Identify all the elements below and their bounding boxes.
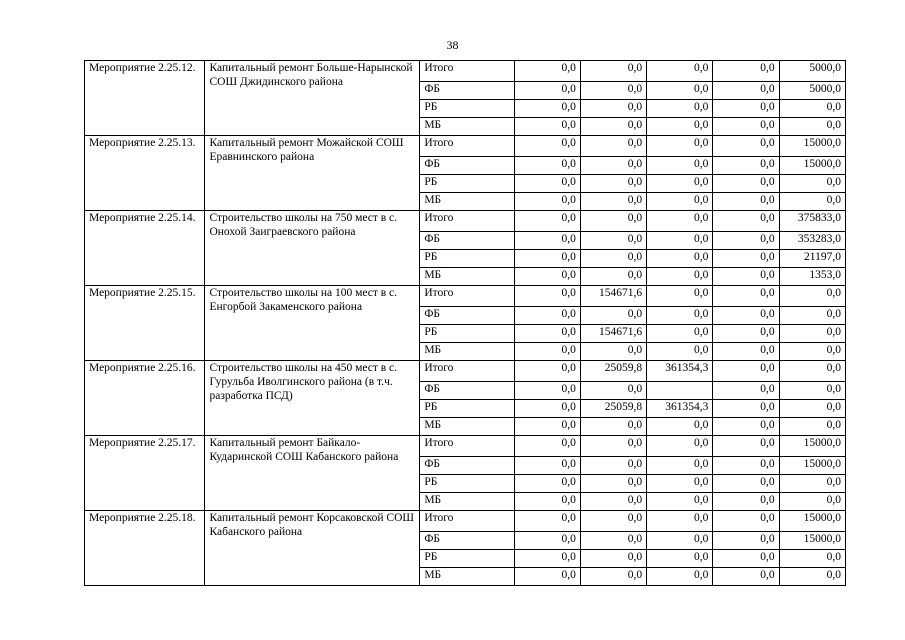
event-description-cell: Капитальный ремонт Байкало-Кударинской СОШ Кабанского района	[205, 436, 420, 511]
amount-cell: 0,0	[713, 175, 779, 193]
amount-cell: 0,0	[713, 232, 779, 250]
amount-cell: 0,0	[647, 157, 713, 175]
amount-cell: 0,0	[514, 436, 580, 457]
funding-source-cell: ФБ	[420, 157, 514, 175]
amount-cell: 0,0	[779, 175, 845, 193]
funding-source-cell: МБ	[420, 268, 514, 286]
amount-cell: 0,0	[514, 136, 580, 157]
amount-cell: 0,0	[713, 157, 779, 175]
amount-cell: 0,0	[647, 457, 713, 475]
amount-cell: 0,0	[779, 418, 845, 436]
amount-cell: 0,0	[514, 286, 580, 307]
table-row	[85, 511, 846, 532]
amount-cell: 0,0	[514, 382, 580, 400]
funding-source-cell: Итого	[420, 286, 514, 307]
amount-cell: 0,0	[514, 307, 580, 325]
amount-cell: 25059,8	[580, 361, 646, 382]
amount-cell: 0,0	[580, 457, 646, 475]
amount-cell: 0,0	[713, 475, 779, 493]
amount-cell: 0,0	[779, 307, 845, 325]
amount-cell: 0,0	[713, 382, 779, 400]
funding-source-cell: ФБ	[420, 532, 514, 550]
funding-source-cell: МБ	[420, 418, 514, 436]
event-code-cell: Мероприятие 2.25.18.	[85, 511, 205, 586]
amount-cell: 0,0	[779, 193, 845, 211]
funding-source-cell: РБ	[420, 550, 514, 568]
amount-cell	[647, 382, 713, 400]
amount-cell: 15000,0	[779, 157, 845, 175]
amount-cell: 0,0	[580, 157, 646, 175]
table-row	[85, 136, 846, 157]
funding-source-cell: Итого	[420, 211, 514, 232]
amount-cell: 0,0	[580, 418, 646, 436]
amount-cell: 0,0	[647, 493, 713, 511]
amount-cell: 0,0	[779, 382, 845, 400]
event-description-cell: Капитальный ремонт Корсаковской СОШ Кабанского района	[205, 511, 420, 586]
amount-cell: 0,0	[647, 307, 713, 325]
funding-source-cell: ФБ	[420, 457, 514, 475]
amount-cell: 0,0	[514, 568, 580, 586]
amount-cell: 1353,0	[779, 268, 845, 286]
amount-cell: 0,0	[647, 436, 713, 457]
amount-cell: 0,0	[514, 157, 580, 175]
amount-cell: 0,0	[647, 100, 713, 118]
amount-cell: 0,0	[647, 550, 713, 568]
amount-cell: 0,0	[647, 250, 713, 268]
funding-source-cell: Итого	[420, 511, 514, 532]
amount-cell: 361354,3	[647, 400, 713, 418]
amount-cell: 0,0	[779, 550, 845, 568]
amount-cell: 0,0	[713, 193, 779, 211]
amount-cell: 5000,0	[779, 82, 845, 100]
funding-source-cell: МБ	[420, 343, 514, 361]
amount-cell: 0,0	[514, 232, 580, 250]
amount-cell: 0,0	[713, 268, 779, 286]
funding-table	[84, 60, 846, 586]
amount-cell: 0,0	[580, 175, 646, 193]
amount-cell: 0,0	[713, 457, 779, 475]
amount-cell: 0,0	[580, 493, 646, 511]
funding-source-cell: РБ	[420, 250, 514, 268]
amount-cell: 0,0	[580, 307, 646, 325]
amount-cell: 0,0	[713, 61, 779, 82]
funding-source-cell: РБ	[420, 175, 514, 193]
amount-cell: 0,0	[514, 475, 580, 493]
amount-cell: 0,0	[647, 118, 713, 136]
funding-source-cell: ФБ	[420, 382, 514, 400]
amount-cell: 0,0	[580, 532, 646, 550]
amount-cell: 0,0	[647, 82, 713, 100]
amount-cell: 0,0	[514, 325, 580, 343]
amount-cell: 0,0	[580, 250, 646, 268]
amount-cell: 15000,0	[779, 457, 845, 475]
table-row	[85, 61, 846, 82]
amount-cell: 0,0	[713, 550, 779, 568]
amount-cell: 0,0	[514, 193, 580, 211]
funding-source-cell: МБ	[420, 118, 514, 136]
amount-cell: 0,0	[713, 118, 779, 136]
event-code-cell: Мероприятие 2.25.12.	[85, 61, 205, 136]
amount-cell: 15000,0	[779, 436, 845, 457]
amount-cell: 0,0	[647, 286, 713, 307]
amount-cell: 15000,0	[779, 136, 845, 157]
amount-cell: 0,0	[713, 568, 779, 586]
amount-cell: 0,0	[713, 325, 779, 343]
amount-cell: 0,0	[647, 475, 713, 493]
amount-cell: 0,0	[580, 100, 646, 118]
funding-source-cell: Итого	[420, 136, 514, 157]
amount-cell: 361354,3	[647, 361, 713, 382]
amount-cell: 0,0	[779, 400, 845, 418]
amount-cell: 0,0	[580, 232, 646, 250]
amount-cell: 0,0	[580, 61, 646, 82]
amount-cell: 0,0	[580, 568, 646, 586]
event-description-cell: Строительство школы на 100 мест в с. Енгорбой Закаменского района	[205, 286, 420, 361]
amount-cell: 0,0	[514, 118, 580, 136]
amount-cell: 0,0	[647, 136, 713, 157]
amount-cell: 0,0	[779, 118, 845, 136]
funding-source-cell: РБ	[420, 475, 514, 493]
amount-cell: 5000,0	[779, 61, 845, 82]
amount-cell: 0,0	[514, 511, 580, 532]
event-description-cell: Строительство школы на 750 мест в с. Онохой Заиграевского района	[205, 211, 420, 286]
amount-cell: 0,0	[580, 268, 646, 286]
funding-source-cell: МБ	[420, 193, 514, 211]
amount-cell: 0,0	[713, 493, 779, 511]
amount-cell: 15000,0	[779, 511, 845, 532]
amount-cell: 0,0	[514, 493, 580, 511]
amount-cell: 0,0	[580, 511, 646, 532]
event-code-cell: Мероприятие 2.25.13.	[85, 136, 205, 211]
amount-cell: 0,0	[580, 550, 646, 568]
amount-cell: 0,0	[647, 418, 713, 436]
table-row	[85, 286, 846, 307]
amount-cell: 0,0	[647, 268, 713, 286]
amount-cell: 25059,8	[580, 400, 646, 418]
amount-cell: 0,0	[647, 175, 713, 193]
funding-source-cell: РБ	[420, 400, 514, 418]
amount-cell: 353283,0	[779, 232, 845, 250]
amount-cell: 0,0	[514, 400, 580, 418]
table-row	[85, 361, 846, 382]
amount-cell: 154671,6	[580, 286, 646, 307]
amount-cell: 0,0	[713, 418, 779, 436]
amount-cell: 0,0	[647, 532, 713, 550]
amount-cell: 0,0	[713, 250, 779, 268]
amount-cell: 0,0	[779, 493, 845, 511]
amount-cell: 0,0	[514, 418, 580, 436]
amount-cell: 0,0	[713, 211, 779, 232]
amount-cell: 0,0	[580, 118, 646, 136]
amount-cell: 0,0	[580, 136, 646, 157]
event-code-cell: Мероприятие 2.25.17.	[85, 436, 205, 511]
amount-cell: 0,0	[713, 286, 779, 307]
funding-source-cell: Итого	[420, 361, 514, 382]
amount-cell: 0,0	[647, 325, 713, 343]
amount-cell: 0,0	[514, 550, 580, 568]
amount-cell: 0,0	[580, 343, 646, 361]
amount-cell: 0,0	[514, 82, 580, 100]
amount-cell: 0,0	[514, 457, 580, 475]
funding-source-cell: МБ	[420, 568, 514, 586]
amount-cell: 0,0	[580, 193, 646, 211]
funding-source-cell: МБ	[420, 493, 514, 511]
event-description-cell: Строительство школы на 450 мест в с. Гурульба Иволгинского района (в т.ч. разработка ПСД)	[205, 361, 420, 436]
amount-cell: 0,0	[647, 193, 713, 211]
event-code-cell: Мероприятие 2.25.15.	[85, 286, 205, 361]
event-description-cell: Капитальный ремонт Больше-Нарынской СОШ Джидинского района	[205, 61, 420, 136]
amount-cell: 0,0	[647, 343, 713, 361]
amount-cell: 0,0	[713, 100, 779, 118]
amount-cell: 0,0	[514, 61, 580, 82]
amount-cell: 0,0	[647, 211, 713, 232]
amount-cell: 21197,0	[779, 250, 845, 268]
amount-cell: 0,0	[514, 532, 580, 550]
amount-cell: 0,0	[647, 568, 713, 586]
funding-source-cell: Итого	[420, 61, 514, 82]
amount-cell: 0,0	[514, 211, 580, 232]
amount-cell: 0,0	[514, 100, 580, 118]
amount-cell: 0,0	[514, 175, 580, 193]
event-code-cell: Мероприятие 2.25.14.	[85, 211, 205, 286]
amount-cell: 0,0	[713, 361, 779, 382]
amount-cell: 375833,0	[779, 211, 845, 232]
event-code-cell: Мероприятие 2.25.16.	[85, 361, 205, 436]
amount-cell: 0,0	[779, 100, 845, 118]
amount-cell: 0,0	[580, 436, 646, 457]
amount-cell: 154671,6	[580, 325, 646, 343]
amount-cell: 0,0	[580, 211, 646, 232]
amount-cell: 0,0	[647, 511, 713, 532]
amount-cell: 0,0	[779, 343, 845, 361]
funding-source-cell: ФБ	[420, 232, 514, 250]
funding-source-cell: ФБ	[420, 307, 514, 325]
funding-source-cell: РБ	[420, 325, 514, 343]
amount-cell: 0,0	[779, 361, 845, 382]
funding-table-body	[85, 61, 846, 586]
amount-cell: 0,0	[779, 325, 845, 343]
amount-cell: 0,0	[713, 343, 779, 361]
amount-cell: 0,0	[514, 250, 580, 268]
page-number: 38	[446, 38, 459, 52]
amount-cell: 0,0	[713, 136, 779, 157]
amount-cell: 0,0	[713, 82, 779, 100]
amount-cell: 0,0	[514, 343, 580, 361]
amount-cell: 0,0	[713, 436, 779, 457]
table-row	[85, 436, 846, 457]
amount-cell: 0,0	[713, 400, 779, 418]
funding-source-cell: ФБ	[420, 82, 514, 100]
funding-source-cell: РБ	[420, 100, 514, 118]
amount-cell: 0,0	[514, 361, 580, 382]
amount-cell: 0,0	[580, 382, 646, 400]
amount-cell: 15000,0	[779, 532, 845, 550]
amount-cell: 0,0	[713, 532, 779, 550]
amount-cell: 0,0	[713, 307, 779, 325]
amount-cell: 0,0	[779, 286, 845, 307]
event-description-cell: Капитальный ремонт Можайской СОШ Еравнинского района	[205, 136, 420, 211]
funding-source-cell: Итого	[420, 436, 514, 457]
table-row	[85, 211, 846, 232]
amount-cell: 0,0	[647, 232, 713, 250]
amount-cell: 0,0	[779, 475, 845, 493]
amount-cell: 0,0	[647, 61, 713, 82]
amount-cell: 0,0	[580, 82, 646, 100]
amount-cell: 0,0	[514, 268, 580, 286]
amount-cell: 0,0	[713, 511, 779, 532]
amount-cell: 0,0	[580, 475, 646, 493]
amount-cell: 0,0	[779, 568, 845, 586]
